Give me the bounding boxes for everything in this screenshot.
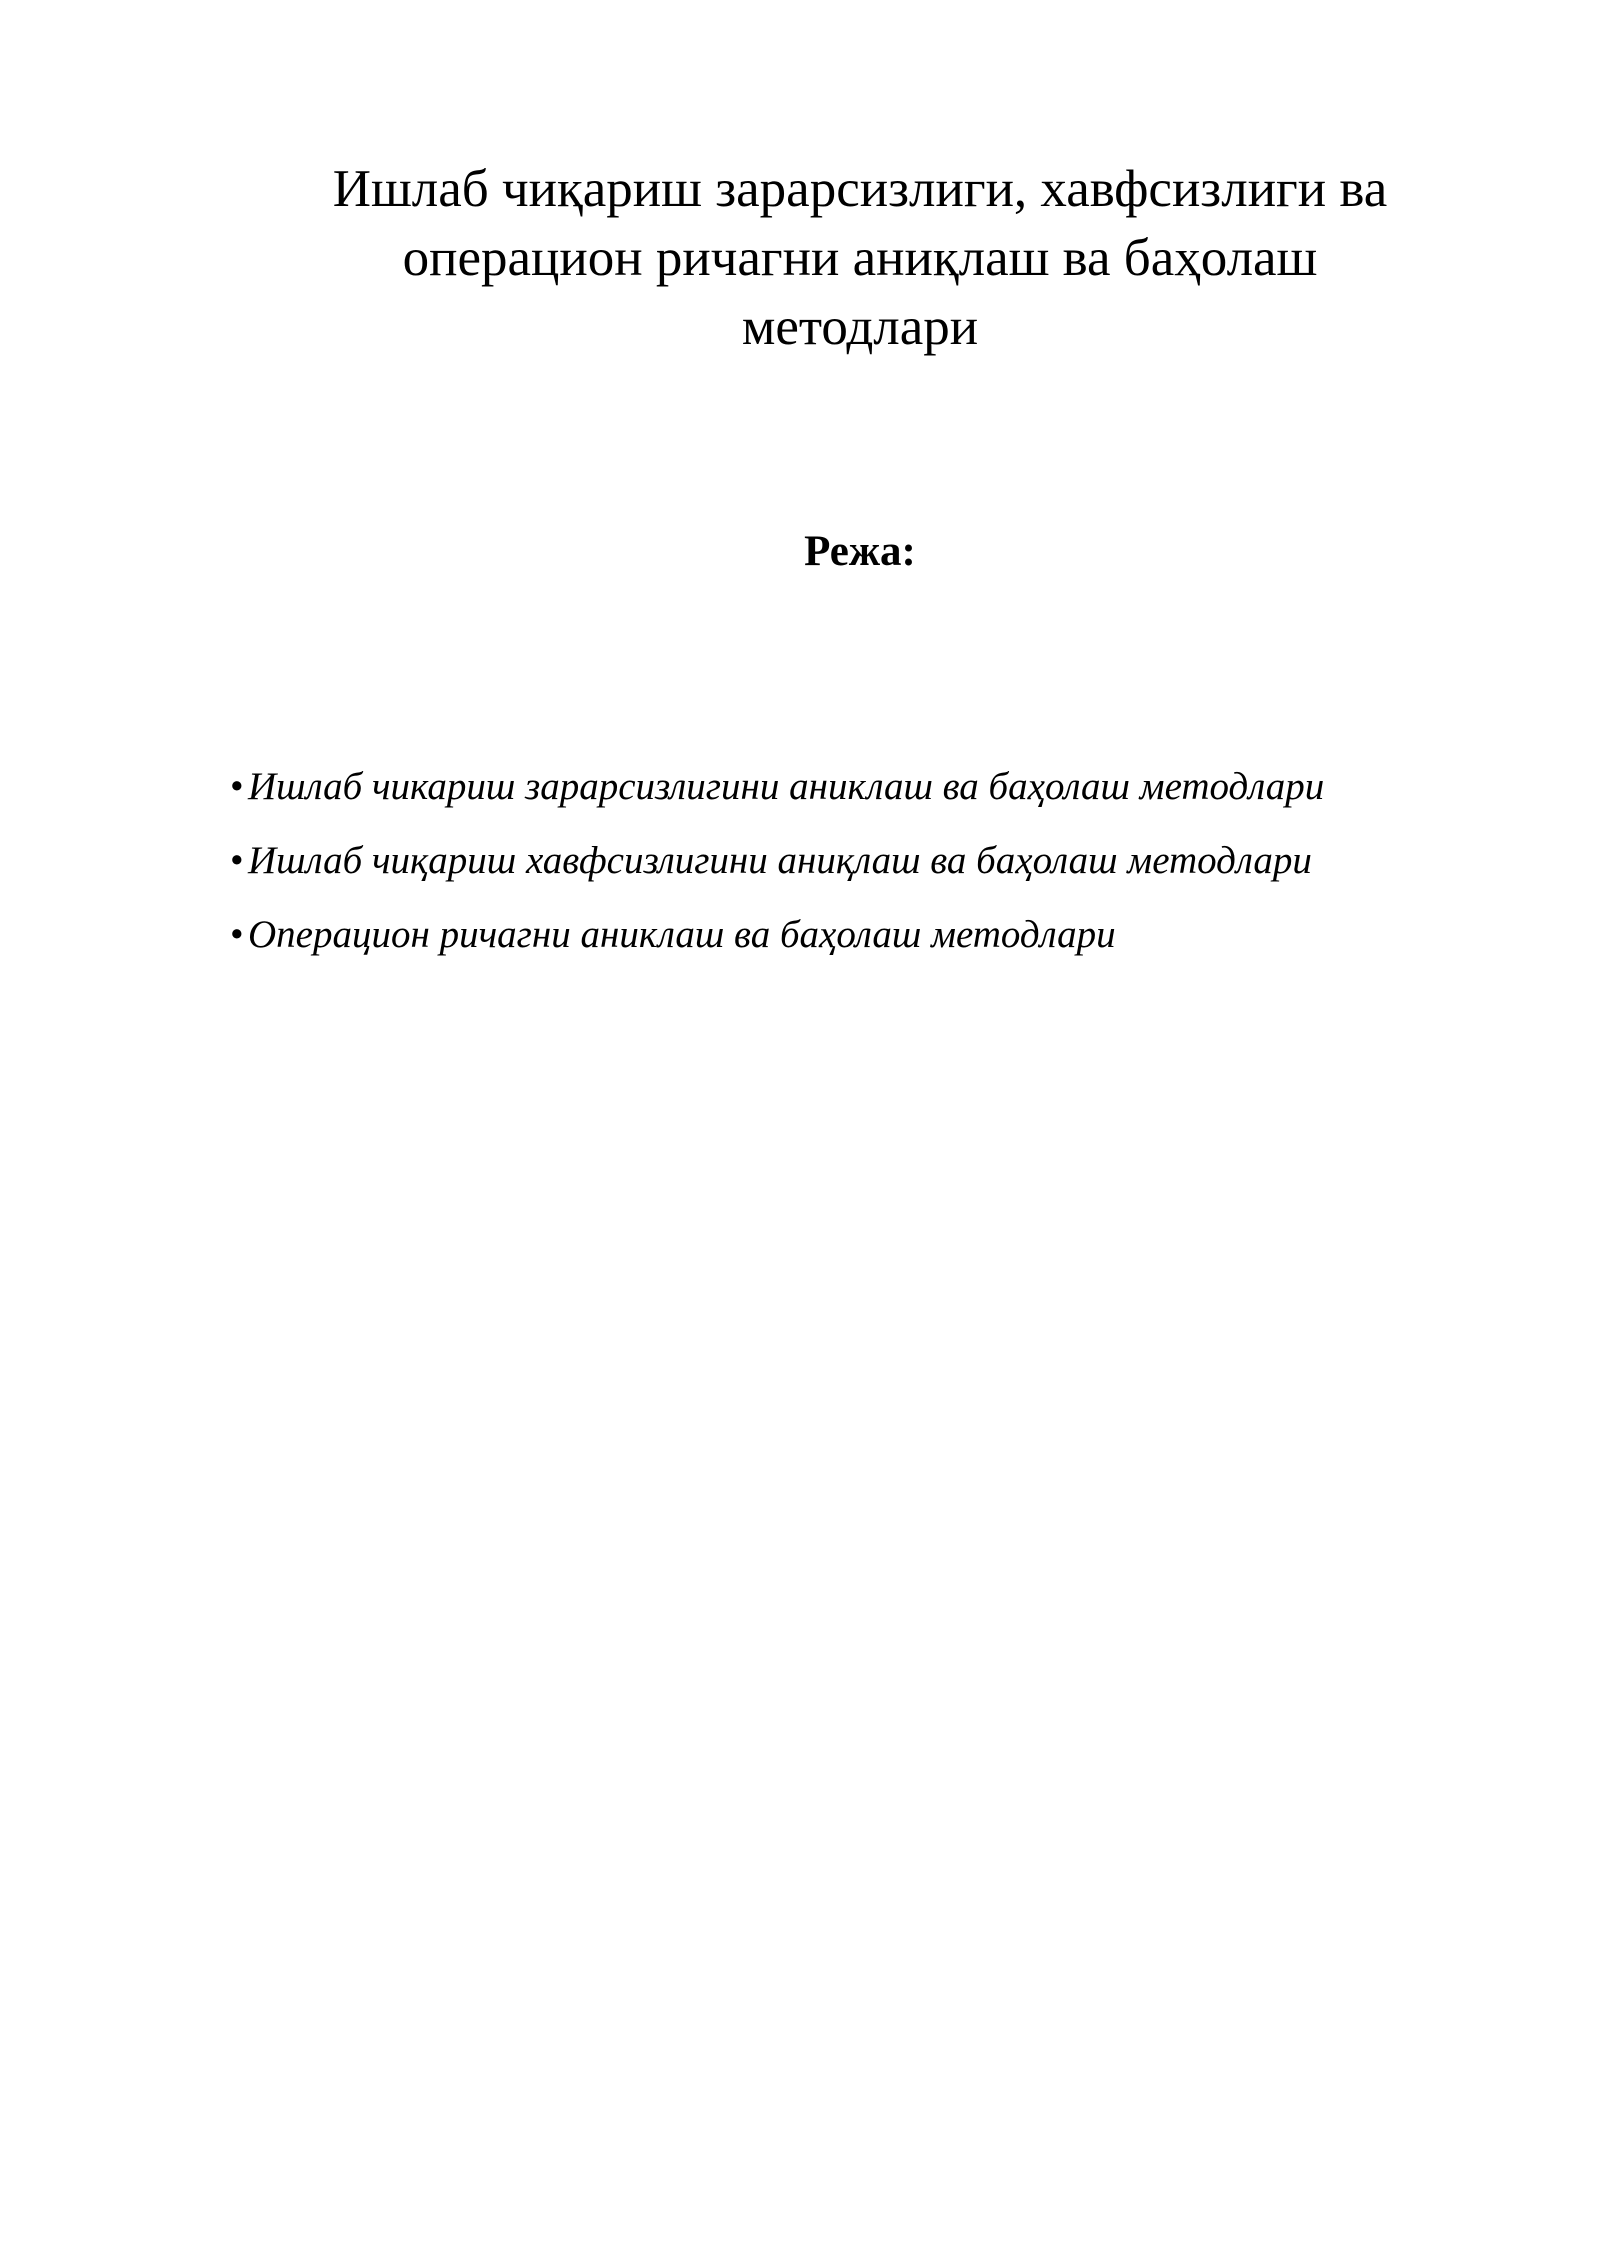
plan-list — [230, 762, 1530, 984]
plan-heading: Режа: — [804, 528, 916, 575]
plan-item — [230, 762, 1530, 812]
plan-item-text: Операцион ричагни аниклаш ва баҳолаш методлари — [248, 913, 1116, 956]
plan-item — [230, 910, 1530, 960]
title-line: методлари — [741, 298, 979, 356]
plan-item-text: Ишлаб чиқариш хавфсизлигини аниқлаш ва баҳолаш методлари — [248, 839, 1312, 882]
bullet-icon: • — [230, 913, 244, 956]
document-title — [250, 155, 1470, 362]
bullet-icon: • — [230, 839, 244, 882]
plan-item — [230, 836, 1530, 886]
title-line: Ишлаб чиқариш зарарсизлиги, хавфсизлиги ва — [332, 160, 1388, 218]
plan-item-text: Ишлаб чикариш зарарсизлигини аниклаш ва баҳолаш методлари — [248, 765, 1325, 808]
title-line: операцион ричагни аниқлаш ва баҳолаш — [402, 229, 1318, 287]
bullet-icon: • — [230, 765, 244, 808]
